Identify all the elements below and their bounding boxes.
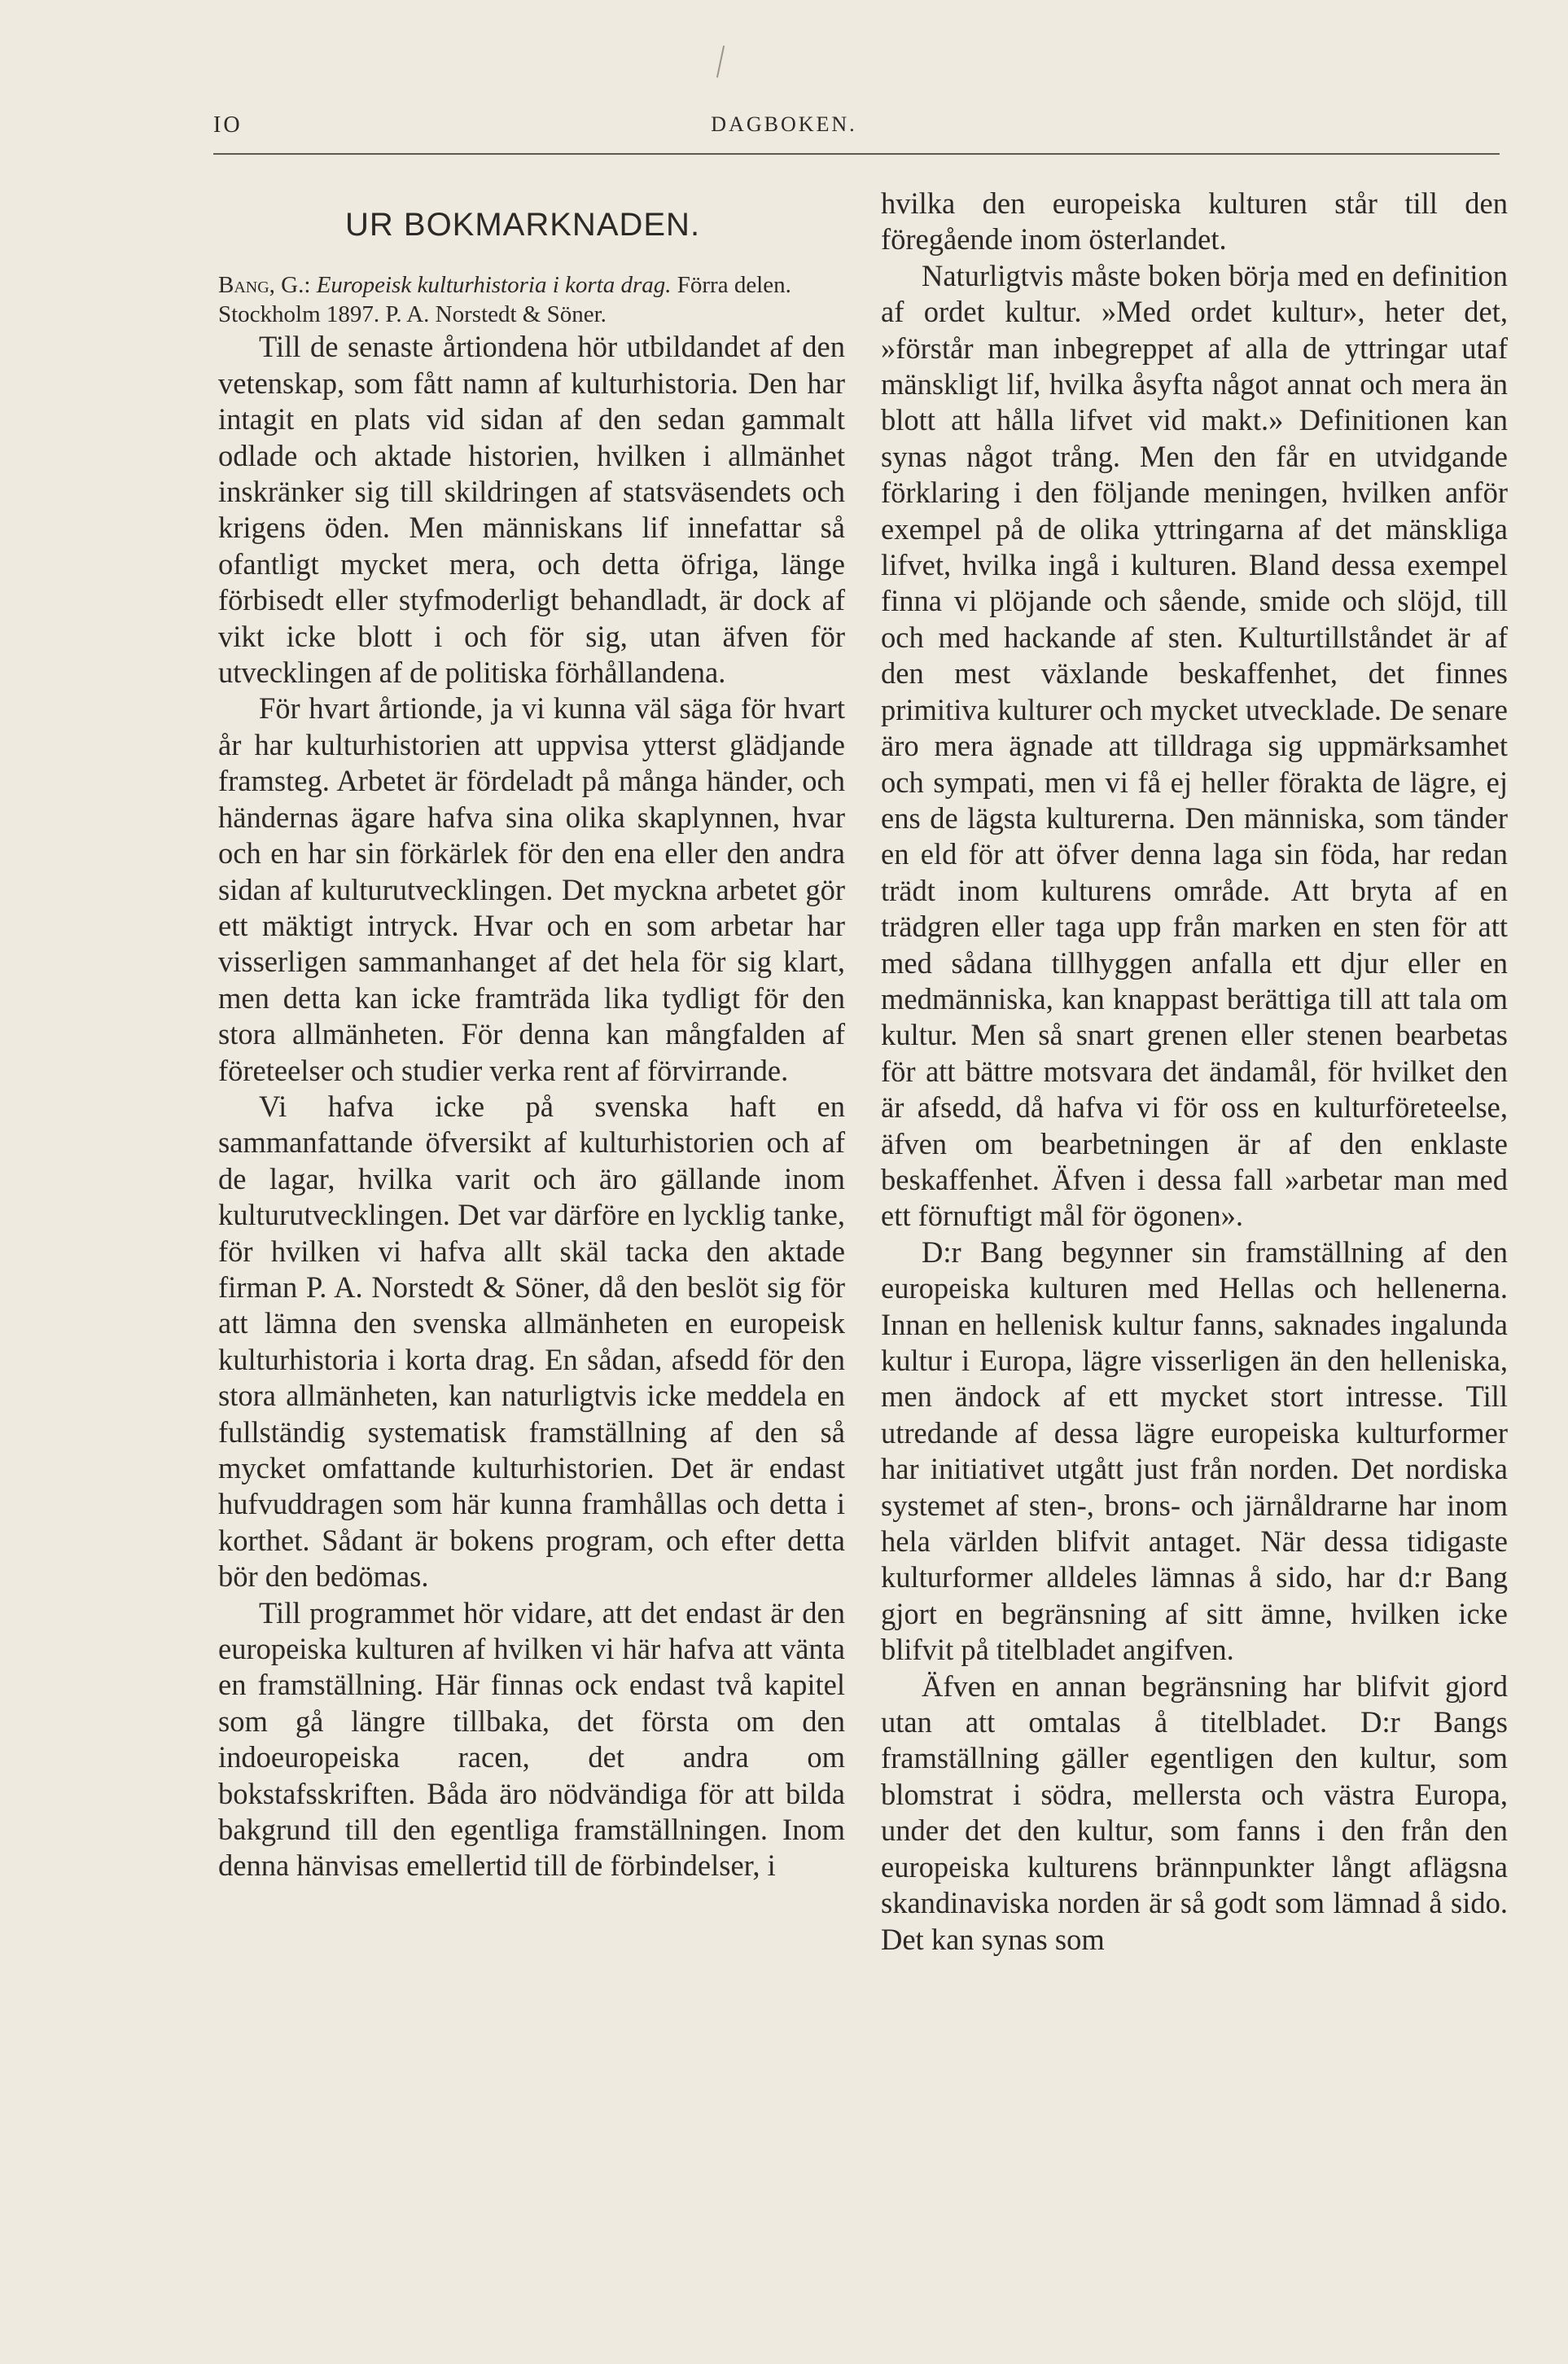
header-rule bbox=[213, 153, 1500, 155]
right-column bbox=[881, 186, 1508, 1958]
paragraph: Till de senaste årtiondena hör utbildandet af den vetenskap, som fått namn af kulturhistoria. Den har intagit en plats vid sidan af den sedan gammalt odlade och aktade historien, hvilken i allmänhet inskränker sig till skildringen af statsväsendets och krigens öden. Men människans lif innefattar så ofantligt mycket mera, och detta öfriga, länge förbisedt eller styfmoderligt behandladt, är dock af vikt icke blott i och för sig, utan äfven för utvecklingen af de politiska förhållandena. bbox=[218, 330, 845, 690]
bib-title: Europeisk kulturhistoria i korta drag. bbox=[316, 272, 672, 299]
left-column bbox=[218, 189, 845, 1884]
paragraph: Till programmet hör vidare, att det endast är den europeiska kulturen af hvilken vi här hafva att vänta en framställning. Här finnas ock endast två kapitel som gå längre tillbaka, det första om den indoeuropeiska racen, det andra om bokstafsskriften. Båda äro nödvändiga för att bilda bakgrund till den egentliga framställningen. Inom denna hänvisas emellertid till de förbindelser, i bbox=[218, 1595, 845, 1883]
paragraph: Vi hafva icke på svenska haft en sammanfattande öfversikt af kulturhistorien och af de lagar, hvilka varit och äro gällande inom kulturutvecklingen. Det var därföre en lycklig tanke, för hvilken vi hafva allt skäl tacka den aktade firman P. A. Norstedt & Söner, då den beslöt sig för att lämna den svenska allmänheten en europeisk kulturhistoria i korta drag. En sådan, afsedd för den stora allmänheten, kan naturligtvis icke meddela en fullständig systematisk framställning af den så mycket omfattande kulturhistorien. Det är endast hufvuddragen som här kunna framhållas och detta i korthet. Sådant är bokens program, och efter detta bör den bedömas. bbox=[218, 1089, 845, 1594]
section-title: UR BOKMARKNADEN. bbox=[345, 207, 701, 243]
paragraph: Naturligtvis måste boken börja med en definition af ordet kultur. »Med ordet kultur», heter det, »förstår man inbegreppet af alla de yttringar utaf mänskligt lif, hvilka åsyfta något annat och mera än blott att hålla lifvet vid makt.» Definitionen kan synas något trång. Men den får en utvidgande förklaring i den följande meningen, hvilken anför exempel på de olika yttringarna af det mänskliga lifvet, hvilka ingå i kulturen. Bland dessa exempel finna vi plöjande och sående, smide och slöjd, till och med hackande af sten. Kulturtillståndet är af den mest växlande beskaffenhet, det finnes primitiva kulturer och mycket utvecklade. De senare äro mera ägnade att tilldraga sig uppmärksamhet och sympati, men vi få ej heller förakta de lägre, ej ens de lägsta kulturerna. Den människa, som tänder en eld för att öfver denna laga sin föda, har redan trädt inom kulturens område. Att bryta af en trädgren eller taga upp från marken en sten för att med sådana tillhyggen anfalla ett djur eller en medmänniska, kan knappast berättiga till att tala om kultur. Men så snart grenen eller stenen bearbetas för att bättre motsvara det ändamål, för hvilket den är afsedd, då hafva vi för oss en kulturföreteelse, äfven om bearbetningen är af den enklaste beskaffenhet. Äfven i dessa fall »arbetar man med ett förnuftigt mål för ögonen». bbox=[881, 258, 1508, 1233]
bib-author: Bang, G.: bbox=[218, 272, 311, 299]
running-head: DAGBOKEN. bbox=[711, 112, 857, 136]
bibliography-entry bbox=[218, 270, 845, 329]
page-number: IO bbox=[213, 112, 243, 138]
bib-publication: Förra delen. Stockholm 1897. P. A. Norstedt & Söner. bbox=[218, 272, 791, 328]
paragraph: För hvart årtionde, ja vi kunna väl säga för hvart år har kulturhistorien att uppvisa ytterst glädjande framsteg. Arbetet är fördeladt på många händer, och händernas ägare hafva sina olika skaplynnen, hvar och en har sin förkärlek för den ena eller den andra sidan af kulturutvecklingen. Det myckna arbetet gör ett mäktigt intryck. Hvar och en som arbetar har visserligen sammanhanget af det hela för sig klart, men detta kan icke framträda lika tydligt för den stora allmänheten. För denna kan mångfalden af företeelser och studier verka rent af förvirrande. bbox=[218, 691, 845, 1087]
paragraph: D:r Bang begynner sin framställning af den europeiska kulturen med Hellas och hellenerna. Innan en hellenisk kultur fanns, saknades ingalunda kultur i Europa, lägre visserligen än den helleniska, men ändock af ett mycket stort intresse. Till utredande af dessa lägre europeiska kulturformer har initiativet utgått just från norden. Det nordiska systemet af sten-, brons- och järnåldrarne har inom hela världen blifvit antaget. När dessa tidigaste kulturformer alldeles lämnas å sido, har d:r Bang gjort en begränsning af sitt ämne, hvilken icke blifvit på titelbladet angifven. bbox=[881, 1235, 1508, 1667]
paragraph: Äfven en annan begränsning har blifvit gjord utan att omtalas å titelbladet. D:r Bangs framställning gäller egentligen den kultur, som blomstrat i södra, mellersta och västra Europa, under det den kultur, som fanns i den från den europeiska kulturens brännpunkter långt aflägsna skandinaviska norden är så godt som lämnad å sido. Det kan synas som bbox=[881, 1669, 1508, 1956]
pencil-mark bbox=[716, 46, 728, 78]
paragraph: hvilka den europeiska kulturen står till den föregående inom österlandet. bbox=[881, 186, 1508, 257]
